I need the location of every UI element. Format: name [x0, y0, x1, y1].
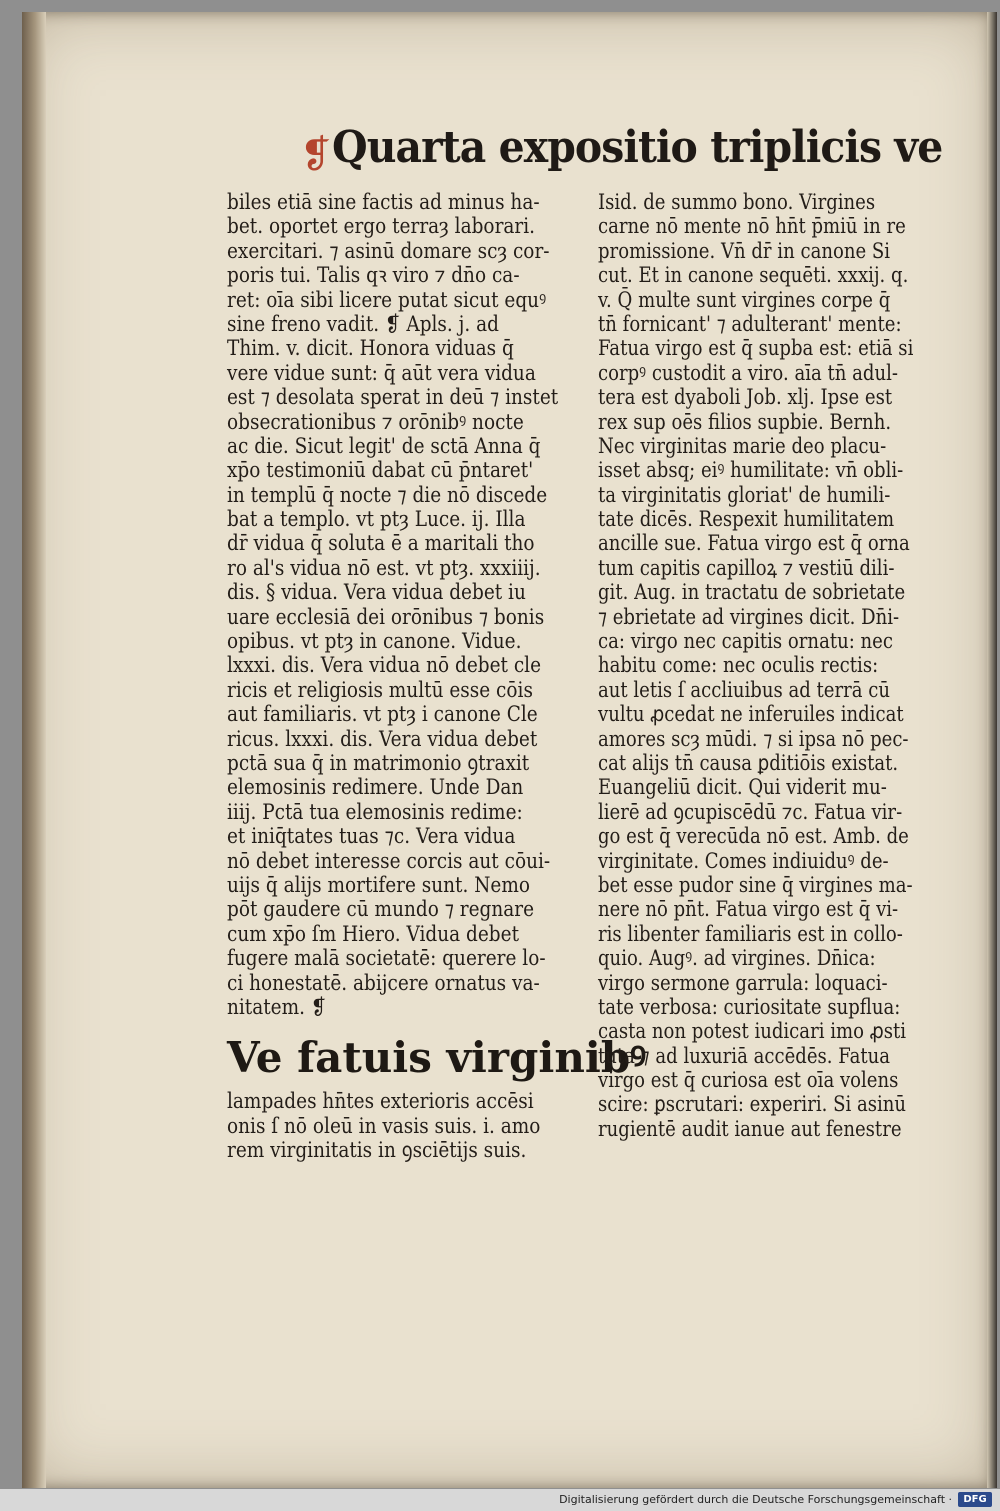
text-line: lxxxi. dis. Vera vidua nō debet cle [227, 653, 542, 678]
text-line: cut. Et in canone sequēti. xxxij. q. [598, 263, 909, 288]
text-line: ac die. Sicut legit' de sctā Anna q̄ [227, 433, 541, 458]
book-spine-shadow [22, 12, 46, 1488]
text-line: Thim. v. dicit. Honora viduas q̄ [227, 336, 514, 361]
text-line: pctā sua q̄ in matrimonio ꝯtraxit [227, 750, 530, 775]
right-text-column [598, 190, 984, 1141]
digitization-footer [0, 1489, 1000, 1511]
text-line: elemosinis redimere. Unde Dan [227, 775, 524, 800]
text-line: virginitate. Comes indiuiduꝰ de- [598, 848, 889, 873]
rubric-pilcrow: ❡ [300, 132, 332, 176]
text-line: ca: virgo nec capitis ornatu: nec [598, 629, 893, 654]
text-line: bet. oportet ergo terraȝ laborari. [227, 214, 536, 239]
funding-notice: Digitalisierung gefördert durch die Deutsche Forschungsgemeinschaft · [559, 1493, 952, 1506]
text-line: casta non potest iudicari imo ꝓsti [598, 1019, 907, 1044]
text-line: est ⁊ desolata sperat in deū ⁊ instet [227, 385, 559, 410]
text-line: ancille sue. Fatua virgo est q̄ orna [598, 531, 910, 556]
text-line: Fatua virgo est q̄ supba est: etiā si [598, 336, 914, 361]
running-title: Quarta expositio triplicis ve [332, 122, 943, 173]
text-line: ci honestatē. abijcere ornatus va- [227, 970, 540, 995]
text-line: v. Q̄ multe sunt virgines corpe q̄ [598, 287, 891, 312]
text-line: go est q̄ verecūda nō est. Amb. de [598, 824, 909, 849]
text-line: ricis et religiosis multū esse cōis [227, 677, 533, 702]
text-line: vultu ꝓcedat ne inferuiles indicat [598, 702, 904, 727]
text-line: ricus. lxxxi. dis. Vera vidua debet [227, 726, 538, 751]
text-line: dis. § vidua. Vera vidua debet iu [227, 580, 526, 605]
text-line: pōt gaudere cū mundo ⁊ regnare [227, 897, 535, 922]
text-line: tuta ⁊ ad luxuriā accēdēs. Fatua [598, 1043, 890, 1068]
text-line: tum capitis capilloꝝ ⁊ vestiū dili- [598, 555, 895, 580]
text-line: habitu come: nec oculis rectis: [598, 653, 879, 678]
text-line: uare ecclesiā dei orōnibus ⁊ bonis [227, 604, 545, 629]
text-line: bat a templo. vt ptȝ Luce. ij. Illa [227, 507, 526, 532]
text-line: nō debet interesse corcis aut cōui- [227, 848, 551, 873]
text-line: Euangeliū dicit. Qui viderit mu- [598, 775, 887, 800]
text-line: Isid. de summo bono. Virgines [598, 190, 876, 214]
text-line: cum xp̄o ſm Hiero. Vidua debet [227, 921, 520, 946]
text-line: corpꝰ custodit a viro. aīa tn̄ adul- [598, 360, 898, 385]
text-line: git. Aug. in tractatu de sobrietate [598, 580, 906, 605]
page-edge [987, 12, 997, 1488]
book-page [22, 12, 997, 1488]
text-line: carne nō mente nō hn̄t p̄miū in re [598, 214, 906, 239]
text-line: tn̄ fornicant' ⁊ adulterant' mente: [598, 311, 902, 336]
text-line: rugientē audit ianue aut fenestre [598, 1116, 902, 1141]
text-line: ris libenter familiaris est in collo- [598, 921, 903, 946]
text-line: tate dicēs. Respexit humilitatem [598, 507, 895, 532]
text-line: uijs q̄ alijs mortifere sunt. Nemo [227, 872, 530, 897]
text-line: rex sup oēs filios supbie. Bernh. [598, 409, 892, 434]
text-line: bet esse pudor sine q̄ virgines ma- [598, 872, 913, 897]
text-line: dr̄ vidua q̄ soluta ē a maritali tho [227, 531, 535, 556]
text-line: opibus. vt ptȝ in canone. Vidue. [227, 629, 522, 654]
text-line: tate verbosa: curiositate supflua: [598, 994, 901, 1019]
text-line: sine freno vadit. ❡ Apls. j. ad [227, 311, 500, 336]
text-line: fugere malā societatē: querere lo- [227, 946, 546, 971]
text-line: ⁊ ebrietate ad virgines dicit. Dn̄i- [598, 604, 900, 629]
text-line: ret: oīa sibi licere putat sicut equꝰ [227, 287, 547, 312]
dfg-logo: DFG [958, 1492, 992, 1507]
text-line: promissione. Vn̄ dr̄ in canone Si [598, 238, 891, 263]
text-line: lampades hn̄tes exterioris accēsi [227, 1089, 534, 1114]
text-line: biles etiā sine factis ad minus ha- [227, 190, 540, 214]
text-line: lierē ad ꝯcupiscēdū ⁊c. Fatua vir- [598, 799, 903, 824]
text-line: aut familiaris. vt ptȝ i canone Cle [227, 702, 538, 727]
text-line: in templū q̄ nocte ⁊ die nō discede [227, 482, 548, 507]
text-line: ta virginitatis gloriat' de humili- [598, 482, 891, 507]
text-line: obsecrationibus ⁊ orōnibꝰ nocte [227, 409, 524, 434]
text-line: cat alijs tn̄ causa ꝑditiōis existat. [598, 750, 899, 775]
incipit-heading: Ve fatuis virginibꝰ [227, 1033, 647, 1083]
text-line: virgo est q̄ curiosa est oīa volens [598, 1068, 899, 1093]
text-line: poris tui. Talis qꝛ viro ⁊ dn̄o ca- [227, 263, 520, 288]
text-line: nitatem. ❡ [227, 994, 327, 1019]
text-line: tera est dyaboli Job. xlj. Ipse est [598, 385, 893, 410]
text-line: amores scȝ mūdi. ⁊ si ipsa nō pec- [598, 726, 909, 751]
left-text-column [227, 190, 647, 1163]
text-line: aut letis ſ accliuibus ad terrā cū [598, 677, 891, 702]
text-line: onis ſ nō oleū in vasis suis. i. amo [227, 1113, 541, 1138]
text-line: virgo sermone garrula: loquaci- [598, 970, 888, 995]
text-line: quio. Augꝰ. ad virgines. Dn̄ica: [598, 946, 876, 971]
text-line: scire: ꝑscrutari: experiri. Si asinū [598, 1092, 907, 1117]
text-line: vere vidue sunt: q̄ aūt vera vidua [227, 360, 536, 385]
text-line: exercitari. ⁊ asinū domare scȝ cor- [227, 238, 550, 263]
text-line: ro al's vidua nō est. vt ptȝ. xxxiiij. [227, 555, 541, 580]
text-line: xp̄o testimoniū dabat cū p̄ntaret' [227, 458, 534, 483]
text-line: isset absq; eiꝰ humilitate: vn̄ obli- [598, 458, 904, 483]
text-line: iiij. Pctā tua elemosinis redime: [227, 799, 523, 824]
text-line: nere nō pn̄t. Fatua virgo est q̄ vi- [598, 897, 899, 922]
text-line: rem virginitatis in ꝯsciētijs suis. [227, 1138, 527, 1163]
text-line: et iniq̄tates tuas ⁊c. Vera vidua [227, 824, 516, 849]
text-line: Nec virginitas marie deo placu- [598, 433, 887, 458]
